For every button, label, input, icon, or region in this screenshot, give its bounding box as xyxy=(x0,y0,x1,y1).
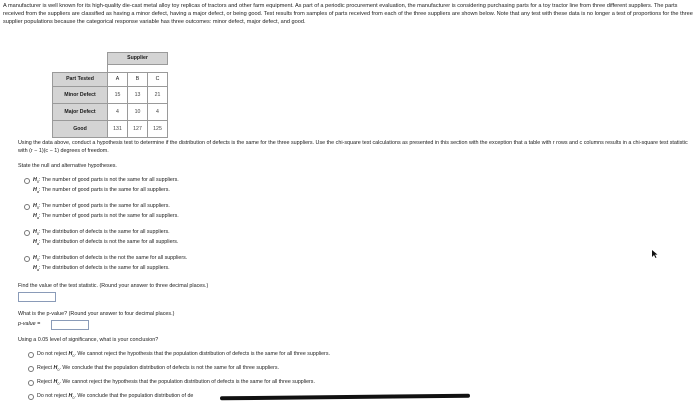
row-label: Minor Defect xyxy=(53,87,108,104)
table-cell: 21 xyxy=(148,87,168,104)
hypothesis-radio-4[interactable] xyxy=(24,256,30,262)
conclusion-radio-2[interactable] xyxy=(28,366,34,372)
column-header-b: B xyxy=(128,73,148,87)
conclusion-prompt: Using a 0.05 level of significance, what is your conclusion? xyxy=(18,337,159,343)
mouse-pointer-icon xyxy=(652,250,658,258)
hypothesis-option-2: $H_0$: The number of good parts is the same for all suppliers. $H_a$: The number of good parts is not the same for all suppliers. xyxy=(33,203,179,220)
supplier-header: Supplier xyxy=(108,53,168,65)
table-cell: 131 xyxy=(108,121,128,138)
table-cell: 10 xyxy=(128,104,148,121)
hypothesis-radio-1[interactable] xyxy=(24,178,30,184)
table-cell: 4 xyxy=(108,104,128,121)
conclusion-option-3: Reject $H_0$. We cannot reject the hypothesis that the population distribution of defects is the same for all three suppliers. xyxy=(37,379,315,387)
conclusion-option-4: Do not reject $H_0$. We conclude that the population distribution of de xyxy=(37,393,194,401)
conclusion-radio-3[interactable] xyxy=(28,380,34,386)
hypothesis-radio-3[interactable] xyxy=(24,230,30,236)
hypothesis-option-3: $H_0$: The distribution of defects is the same for all suppliers. $H_a$: The distribution of defects is not the same for all suppliers. xyxy=(33,229,179,246)
row-label: Major Defect xyxy=(53,104,108,121)
row-label: Good xyxy=(53,121,108,138)
column-header-a: A xyxy=(108,73,128,87)
table-row xyxy=(53,87,168,104)
table-cell: 4 xyxy=(148,104,168,121)
conclusion-radio-4[interactable] xyxy=(28,394,34,400)
test-statistic-prompt: Find the value of the test statistic. (Round your answer to three decimal places.) xyxy=(18,283,209,289)
p-value-label: p-value = xyxy=(18,321,41,327)
part-tested-header: Part Tested xyxy=(53,73,108,87)
table-cell: 15 xyxy=(108,87,128,104)
column-header-c: C xyxy=(148,73,168,87)
conclusion-radio-1[interactable] xyxy=(28,352,34,358)
table-row xyxy=(53,104,168,121)
table-row xyxy=(53,121,168,138)
hypothesis-option-4: $H_0$: The distribution of defects is the not the same for all suppliers. $H_a$: The distribution of defects is the same for all suppliers. xyxy=(33,255,188,272)
p-value-input[interactable] xyxy=(51,320,89,330)
table-cell: 127 xyxy=(128,121,148,138)
table-cell: 125 xyxy=(148,121,168,138)
test-statistic-input[interactable] xyxy=(18,292,56,302)
p-value-prompt: What is the p-value? (Round your answer to four decimal places.) xyxy=(18,311,175,317)
hypothesis-option-1: $H_0$: The number of good parts is not the same for all suppliers. $H_a$: The number of good parts is the same for all suppliers. xyxy=(33,177,179,194)
conclusion-option-1: Do not reject $H_0$. We cannot reject the hypothesis that the population distribution of defects is the same for all three suppliers. xyxy=(37,351,330,359)
ink-scribble xyxy=(220,394,470,401)
conclusion-option-2: Reject $H_0$. We conclude that the population distribution of defects is not the same for all three suppliers. xyxy=(37,365,280,373)
defects-table xyxy=(52,52,168,138)
instructions-text: Using the data above, conduct a hypothesis test to determine if the distribution of defects is the same for the three suppliers. Use the chi-square test calculations as presented in this section with the exception that a table with r rows and c columns results in a chi-square test statistic with (r − 1)(c − 1) degrees of freedom. xyxy=(18,140,688,154)
problem-intro: A manufacturer is well known for its high-quality die-cast metal alloy toy replicas of tractors and other farm equipment. As part of a periodic procurement evaluation, the manufacturer is considering purchasing parts for a toy tractor line from three different suppliers. The parts received from the suppliers are classified as having a minor defect, having a major defect, or being good. Test results from samples of parts received from each of the three suppliers are shown below. Note that any test with these data is no longer a test of proportions for the three supplier populations because the categorical response variable has three outcomes: minor defect, major defect, and good. xyxy=(3,3,693,25)
state-hypotheses-prompt: State the null and alternative hypotheses. xyxy=(18,163,117,169)
hypothesis-radio-2[interactable] xyxy=(24,204,30,210)
table-cell: 13 xyxy=(128,87,148,104)
